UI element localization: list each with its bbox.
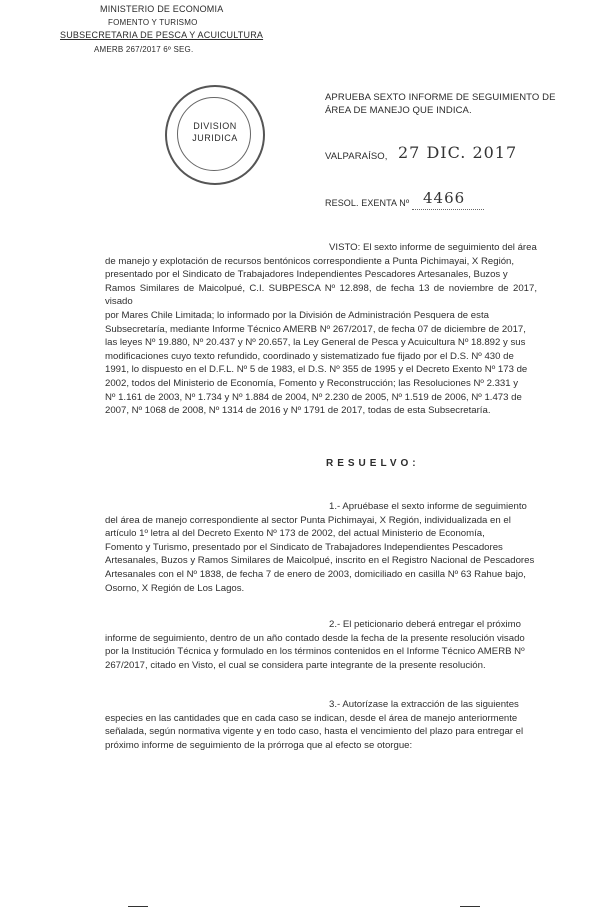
item-line: próximo informe de seguimiento de la prórroga que al efecto se otorgue: [105, 739, 413, 751]
division-juridica-stamp [165, 85, 265, 185]
visto-line: Nº 1.161 de 2003, Nº 1.734 y Nº 1.884 de 2004, Nº 2.230 de 2005, Nº 1.519 de 2006, Nº 1.473 de [105, 391, 522, 403]
stamp-text-1: DIVISION [193, 121, 237, 131]
item-line: 3.- Autorízase la extracción de las siguientes [329, 699, 519, 710]
item-line: especies en las cantidades que en cada caso se indican, desde el área de manejo anteriormente [105, 712, 518, 724]
resuelvo-heading: RESUELVO: [326, 458, 420, 469]
visto-line: de manejo y explotación de recursos bentónicos correspondiente a Punta Pichimayai, X Región, [105, 255, 515, 267]
visto-line: 1991, lo dispuesto en el D.F.L. Nº 5 de 1983, el D.S. Nº 355 de 1995 y el Decreto Exento Nº 173 de [105, 364, 528, 376]
subsecretaria-line: SUBSECRETARIA DE PESCA Y ACUICULTURA [60, 30, 264, 40]
stamp-text-2: JURIDICA [192, 133, 238, 143]
visto-line: 2007, Nº 1068 de 2008, Nº 1314 de 2016 y Nº 1791 de 2017, todas de esta Subsecretaría. [105, 405, 491, 417]
resolution-label: RESOL. EXENTA Nº [325, 198, 410, 208]
resolution-number: 4466 [423, 189, 466, 207]
date-stamp: 27 DIC. 2017 [398, 143, 518, 162]
item-line: 2.- El peticionario deberá entregar el próximo [329, 619, 521, 630]
visto-line: Ramos Similares de Maicolpué, C.I. SUBPESCA Nº 12.898, de fecha 13 de noviembre de 2017, visado [105, 282, 537, 308]
visto-line: presentado por el Sindicato de Trabajadores Independientes Pescadores Artesanales, Buzos y [105, 269, 508, 281]
ministry-line: MINISTERIO DE ECONOMIA [100, 4, 224, 14]
item-line: Osorno, X Región de Los Lagos. [105, 582, 245, 594]
item-line: del área de manejo correspondiente al sector Punta Pichimayai, X Región, individualizada en el [105, 514, 511, 526]
item-line: Artesanales con el Nº 1838, de fecha 7 de enero de 2003, domiciliado en casilla Nº 63 Rahue bajo, [105, 568, 526, 580]
item-line: por la Institución Técnica y formulado en los términos contenidos en el Informe Técnico AMERB Nº [105, 646, 525, 658]
reference-code: AMERB 267/2017 6º SEG. [94, 45, 194, 54]
resolution-item-3 [105, 698, 537, 752]
visto-line: modificaciones cuyo texto refundido, coordinado y sistematizado fue fijado por el D.S. Nº 430 de [105, 350, 514, 362]
visto-line: Subsecretaría, mediante Informe Técnico AMERB Nº 267/2017, de fecha 07 de diciembre de 2017, [105, 323, 526, 335]
subject-line-1: APRUEBA SEXTO INFORME DE SEGUIMIENTO DE [325, 92, 556, 103]
city: VALPARAÍSO, [325, 151, 388, 162]
crop-mark [128, 906, 148, 907]
visto-line: 2002, todos del Ministerio de Economía, Fomento y Reconstrucción; las Resoluciones Nº 2.331 y [105, 377, 519, 389]
visto-line: VISTO: El sexto informe de seguimiento del área [329, 242, 537, 253]
visto-line: las leyes Nº 19.880, Nº 20.437 y Nº 20.657, la Ley General de Pesca y Acuicultura Nº 18.892 y sus [105, 337, 526, 349]
subject-line-2: ÁREA DE MANEJO QUE INDICA. [325, 105, 472, 116]
visto-line: por Mares Chile Limitada; lo informado por la División de Administración Pesquera de esta [105, 309, 489, 321]
item-line: Artesanales, Buzos y Ramos Similares de Maicolpué, inscrito en el Registro Nacional de Pescadores [105, 555, 535, 567]
item-line: informe de seguimiento, dentro de un año contado desde la fecha de la presente resolución visado [105, 632, 525, 644]
item-line: artículo 1º letra al del Decreto Exento Nº 173 de 2002, del actual Ministerio de Economía, [105, 528, 485, 540]
crop-mark [460, 906, 480, 907]
visto-paragraph [105, 241, 537, 418]
resolution-item-1 [105, 500, 537, 595]
item-line: Fomento y Turismo, presentado por el Sindicato de Trabajadores Independientes Pescadores [105, 541, 503, 553]
resolution-item-2 [105, 618, 537, 672]
item-line: 267/2017, citado en Visto, el cual se considera parte integrante de la presente resolución. [105, 659, 486, 671]
ministry-subline: FOMENTO Y TURISMO [108, 18, 198, 27]
item-line: 1.- Apruébase el sexto informe de seguimiento [329, 501, 527, 512]
item-line: señalada, según normativa vigente y en todo caso, hasta el vencimiento del plazo para entregar el [105, 726, 524, 738]
